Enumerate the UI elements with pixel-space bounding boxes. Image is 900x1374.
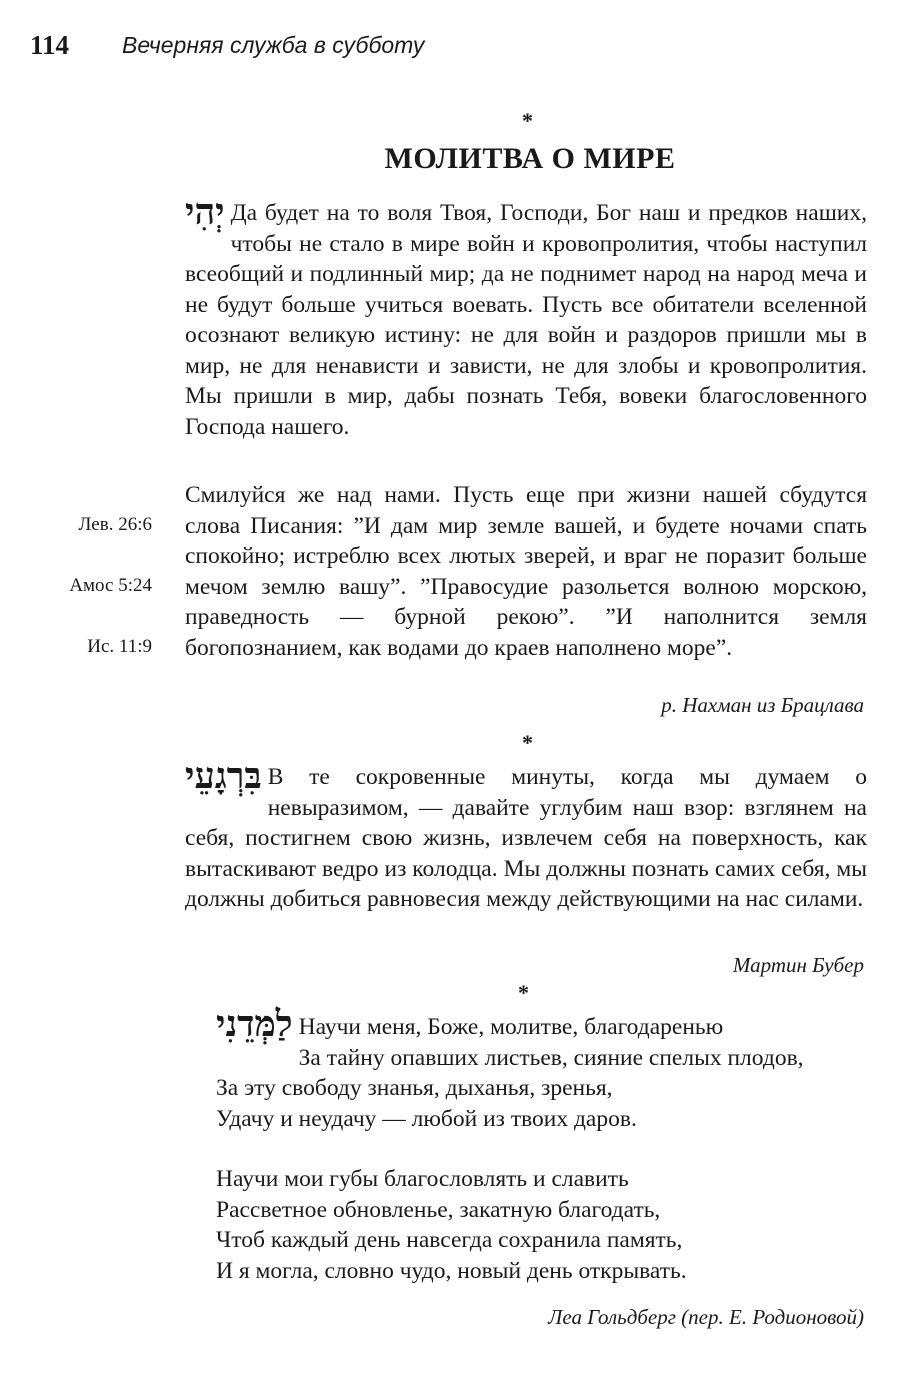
author-attribution: р. Нахман из Брацлава	[661, 693, 864, 717]
page-header	[30, 30, 870, 70]
poem-line: Удачу и неудачу — любой из твоих даров.	[216, 1105, 637, 1132]
margin-reference: Лев. 26:6	[78, 514, 152, 535]
poem-line: За тайну опавших листьев, сияние спелых плодов,	[298, 1044, 804, 1071]
poem-line: За эту свободу знанья, дыханья, зренья,	[216, 1075, 613, 1101]
paragraph-text: Да будет на то воля Твоя, Господи, Бог наш и предков наших, чтобы не стало в мире войн и кровопролития, чтобы наступил всеобщий и подлинный мир; да не поднимет народ на народ меча и не будут больше учиться воевать. Пусть все обитатели вселенной осознают великую истину: не для войн и раздоров пришли мы в мир, не для ненависти и зависти, не для злобы и кровопролития. Мы пришли в мир, дабы познать Тебя, вовеки благословенного Господа нашего.	[185, 200, 867, 440]
hebrew-initial-word: לַמְּדֵנִי	[216, 1003, 293, 1045]
author-attribution: Леа Гольдберг (пер. Е. Родионовой)	[548, 1305, 864, 1329]
poem-line: Научи меня, Боже, молитве, благодаренью	[298, 1014, 724, 1040]
paragraph-text: Смилуйся же над нами. Пусть еще при жизни нашей сбудутся слова Писания: ”И дам мир земле вашей, и будете ночами спать спокойно; истреблю всех лютых зверей, и враг не поразит больше мечом землю вашу”. ”Правосудие разольется волною морскою, праведность — бурной рекою”. ”И наполнится земля богопознанием, как водами до краев наполнено море”.	[185, 482, 867, 661]
separator-star: *	[522, 730, 533, 755]
running-title: Вечерняя служба в субботу	[122, 32, 425, 58]
poem-line: Рассветное обновленье, закатную благодать,	[216, 1196, 661, 1223]
prayer-paragraph-1	[185, 191, 867, 442]
prayer-paragraph-2	[185, 480, 867, 663]
hebrew-initial-word: יְהִי	[185, 191, 225, 233]
separator-star: *	[518, 980, 529, 1005]
margin-reference: Ис. 11:9	[87, 636, 152, 657]
section-title: МОЛИТВА О МИРЕ	[384, 142, 676, 175]
poem-line: И я могла, словно чудо, новый день открывать.	[216, 1257, 687, 1284]
separator-star: *	[522, 108, 533, 133]
author-attribution: Мартин Бубер	[732, 953, 864, 977]
hebrew-initial-word: בִּרְגָעֵי	[185, 755, 262, 797]
poem	[216, 1003, 856, 1286]
paragraph-text: В те сокровенные минуты, когда мы думаем о невыразимом, — давайте углубим наш взор: взглянем на себя, постигнем свою жизнь, извлечем себя на поверхность, как вытаскивают ведро из колодца. Мы должны познать самих себя, мы должны добиться равновесия между действующими на нас силами.	[185, 764, 867, 912]
poem-line: Чтоб каждый день навсегда сохранила память,	[216, 1227, 683, 1253]
poem-line: Научи мои губы благословлять и славить	[216, 1166, 629, 1192]
buber-paragraph	[185, 755, 867, 915]
margin-reference: Амос 5:24	[69, 575, 152, 596]
page-number: 114	[30, 30, 70, 60]
